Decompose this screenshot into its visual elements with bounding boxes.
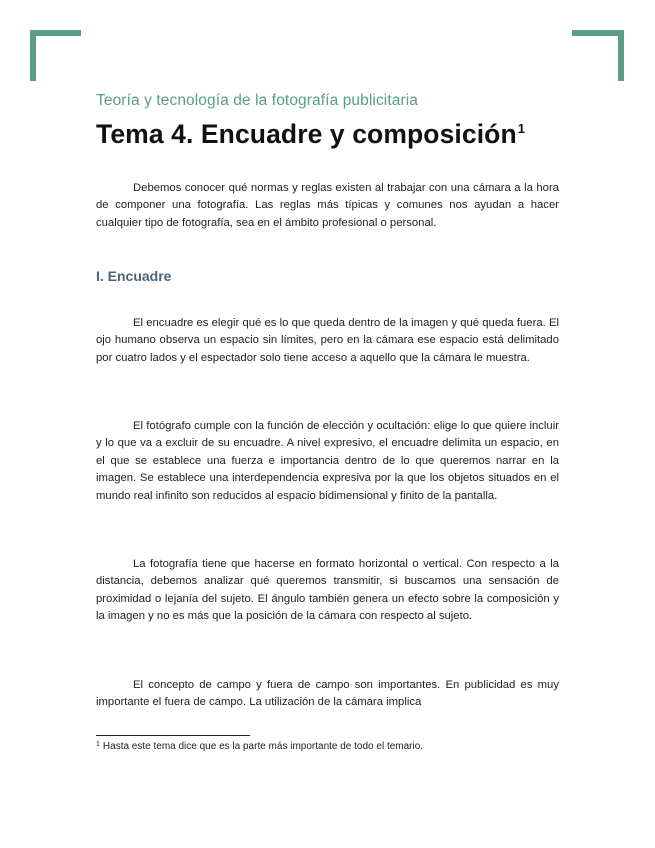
paragraph-3: La fotografía tiene que hacerse en formato horizontal o vertical. Con respecto a la distancia, debemos analizar qué queremos transmitir, si buscamos una sensación de proximidad o lejanía del sujeto. El ángulo también genera un efecto sobre la composición y la imagen y no es más que la posición de la cámara con respecto al sujeto. [96, 558, 559, 623]
paragraph-2: El fotógrafo cumple con la función de elección y ocultación: elige lo que quiere incluir y lo que va a excluir de su encuadre. A nivel expresivo, el encuadre delimita un espacio, en el que se establece una fuerza e importancia dentro de lo que queremos narrar en la imagen. Se establece una interdependencia expresiva por la que los objetos situados en el mundo real infinito son reducidos al espacio bidimensional y finito de la pantalla. [96, 420, 559, 502]
title-footnote-mark: 1 [517, 121, 526, 136]
paragraph-1: El encuadre es elegir qué es lo que queda dentro de la imagen y qué queda fuera. El ojo humano observa un espacio sin límites, pero en la cámara ese espacio está delimitado por cuatro lados y el espectador solo tiene acceso a aquello que la cámara le muestra. [96, 317, 559, 364]
footnote-mark: 1 [96, 741, 100, 748]
page-title [96, 119, 525, 150]
intro-paragraph: Debemos conocer qué normas y reglas existen al trabajar con una cámara a la hora de componer una fotografía. Las reglas más típicas y comunes nos ayudan a hacer cualquier tipo de fotografía, sea en el ámbito profesional o personal. [96, 182, 559, 229]
corner-decoration-top-right [572, 30, 624, 81]
section-heading: I. Encuadre [96, 268, 172, 284]
course-subtitle: Teoría y tecnología de la fotografía publicitaria [96, 92, 418, 109]
page-title-text: Tema 4. Encuadre y composición [96, 119, 517, 149]
footnote-text: Hasta este tema dice que es la parte más importante de todo el temario. [102, 741, 424, 752]
footnote-divider [96, 735, 250, 736]
corner-decoration-top-left [30, 30, 81, 81]
paragraph-4: El concepto de campo y fuera de campo son importantes. En publicidad es muy importante el fuera de campo. La utilización de la cámara implica [96, 679, 559, 709]
footnote [96, 741, 423, 752]
